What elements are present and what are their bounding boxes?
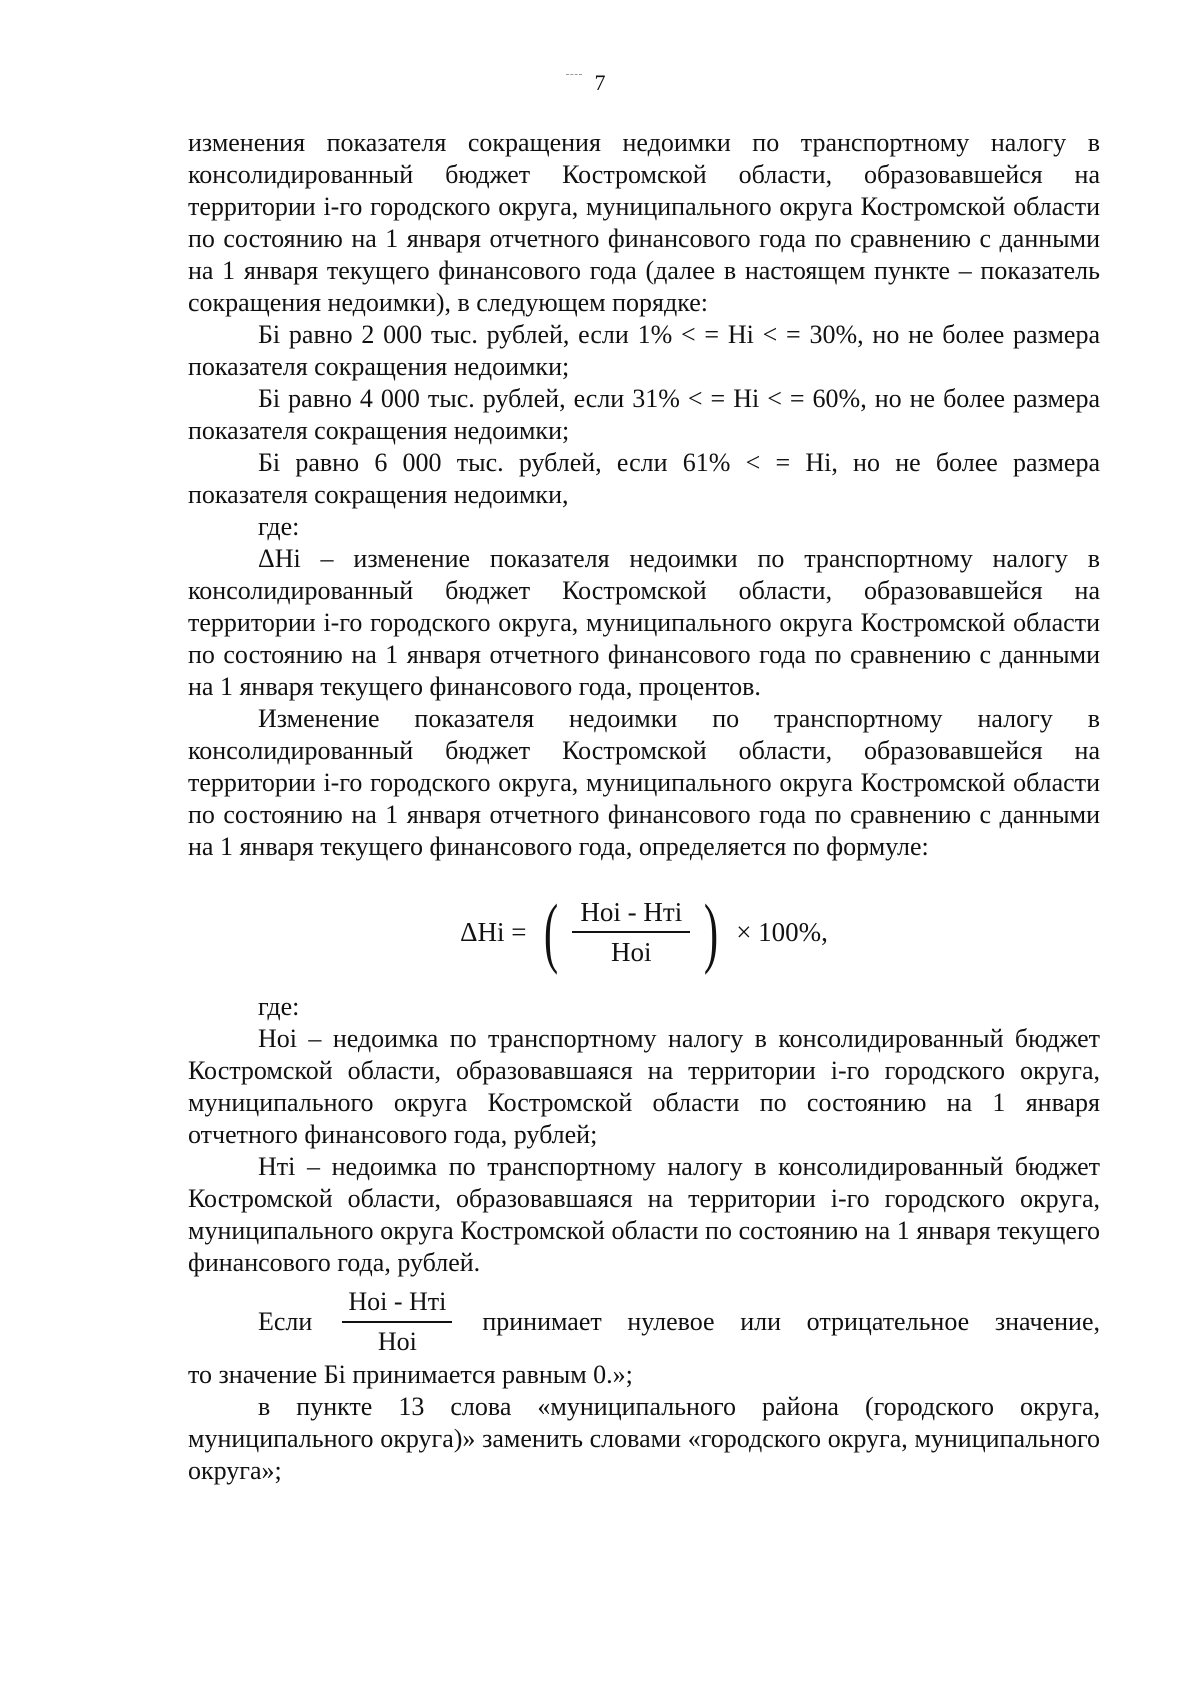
condition-continuation: то значение Бi принимается равным 0.»;	[188, 1360, 633, 1389]
paragraph-continuation: изменения показателя сокращения недоимки по транспортному налогу в консолидированный бюджет Костромской области, образовавшейся на территории i-го городского округа, муниципального округа Костромской области по состоянию на 1 января отчетного финансового года по сравнению с данными на 1 января текущего финансового года (далее в настоящем пункте – показатель сокращения недоимки), в следующем порядке:	[188, 128, 1100, 317]
condition-word: нулевое	[627, 1307, 715, 1336]
paragraph-bi-4000: Бi равно 4 000 тыс. рублей, если 31% < = Hi < = 60%, но не более размера показателя сокращения недоимки;	[188, 384, 1100, 445]
condition-line	[188, 1285, 1100, 1359]
paragraph-hti-definition: Hтi – недоимка по транспортному налогу в консолидированный бюджет Костромской области, образовавшаяся на территории i-го городского округа, муниципального округа Костромской области по состоянию на 1 января текущего финансового года, рублей.	[188, 1152, 1100, 1277]
formula-denominator: Hoi	[611, 937, 652, 967]
paragraph-bi-2000: Бi равно 2 000 тыс. рублей, если 1% < = Hi < = 30%, но не более размера показателя сокращения недоимки;	[188, 320, 1100, 381]
where-label-2: где:	[258, 992, 300, 1021]
where-label: где:	[258, 512, 300, 541]
paragraph-point-13: в пункте 13 слова «муниципального района (городского округа, муниципального округа)» заменить словами «городского округа, муниципального округа»;	[188, 1392, 1100, 1485]
page-number: 7	[594, 70, 606, 95]
formula-fraction	[566, 895, 696, 969]
paragraph-bi-6000: Бi равно 6 000 тыс. рублей, если 61% < = Hi, но не более размера показателя сокращения недоимки,	[188, 448, 1100, 509]
paragraph-formula-intro: Изменение показателя недоимки по транспортному налогу в консолидированный бюджет Костромской области, образовавшейся на территории i-го городского округа, муниципального округа Костромской области по состоянию на 1 января отчетного финансового года по сравнению с данными на 1 января текущего финансового года, определяется по формуле:	[188, 704, 1100, 861]
condition-word: значение,	[994, 1307, 1100, 1336]
condition-word: принимает	[482, 1307, 602, 1336]
formula-right-paren: )	[704, 888, 719, 975]
formula-parenthesized	[536, 888, 726, 975]
delta-hi-formula	[188, 888, 1100, 975]
condition-word: отрицательное	[806, 1307, 970, 1336]
condition-word: или	[740, 1307, 782, 1336]
condition-suffix	[482, 1306, 1100, 1338]
document-body	[188, 127, 1100, 1487]
condition-denominator: Hoi	[377, 1327, 417, 1356]
paragraph-hoi-definition: Hoi – недоимка по транспортному налогу в консолидированный бюджет Костромской области, образовавшаяся на территории i-го городского округа, муниципального округа Костромской области по состоянию на 1 января отчетного финансового года, рублей;	[188, 1024, 1100, 1149]
condition-fraction	[336, 1285, 458, 1359]
formula-left-paren: (	[544, 888, 559, 975]
formula-lhs: ΔHi =	[460, 917, 527, 947]
condition-numerator: Hoi - Hтi	[342, 1285, 452, 1323]
formula-numerator: Hoi - Hтi	[572, 895, 690, 933]
paragraph-delta-hi-definition: ΔHi – изменение показателя недоимки по транспортному налогу в консолидированный бюджет Костромской области, образовавшейся на территории i-го городского округа, муниципального округа Костромской области по состоянию на 1 января отчетного финансового года по сравнению с данными на 1 января текущего финансового года, процентов.	[188, 544, 1100, 701]
formula-rhs: × 100%,	[736, 917, 828, 947]
condition-prefix: Если	[258, 1307, 313, 1336]
